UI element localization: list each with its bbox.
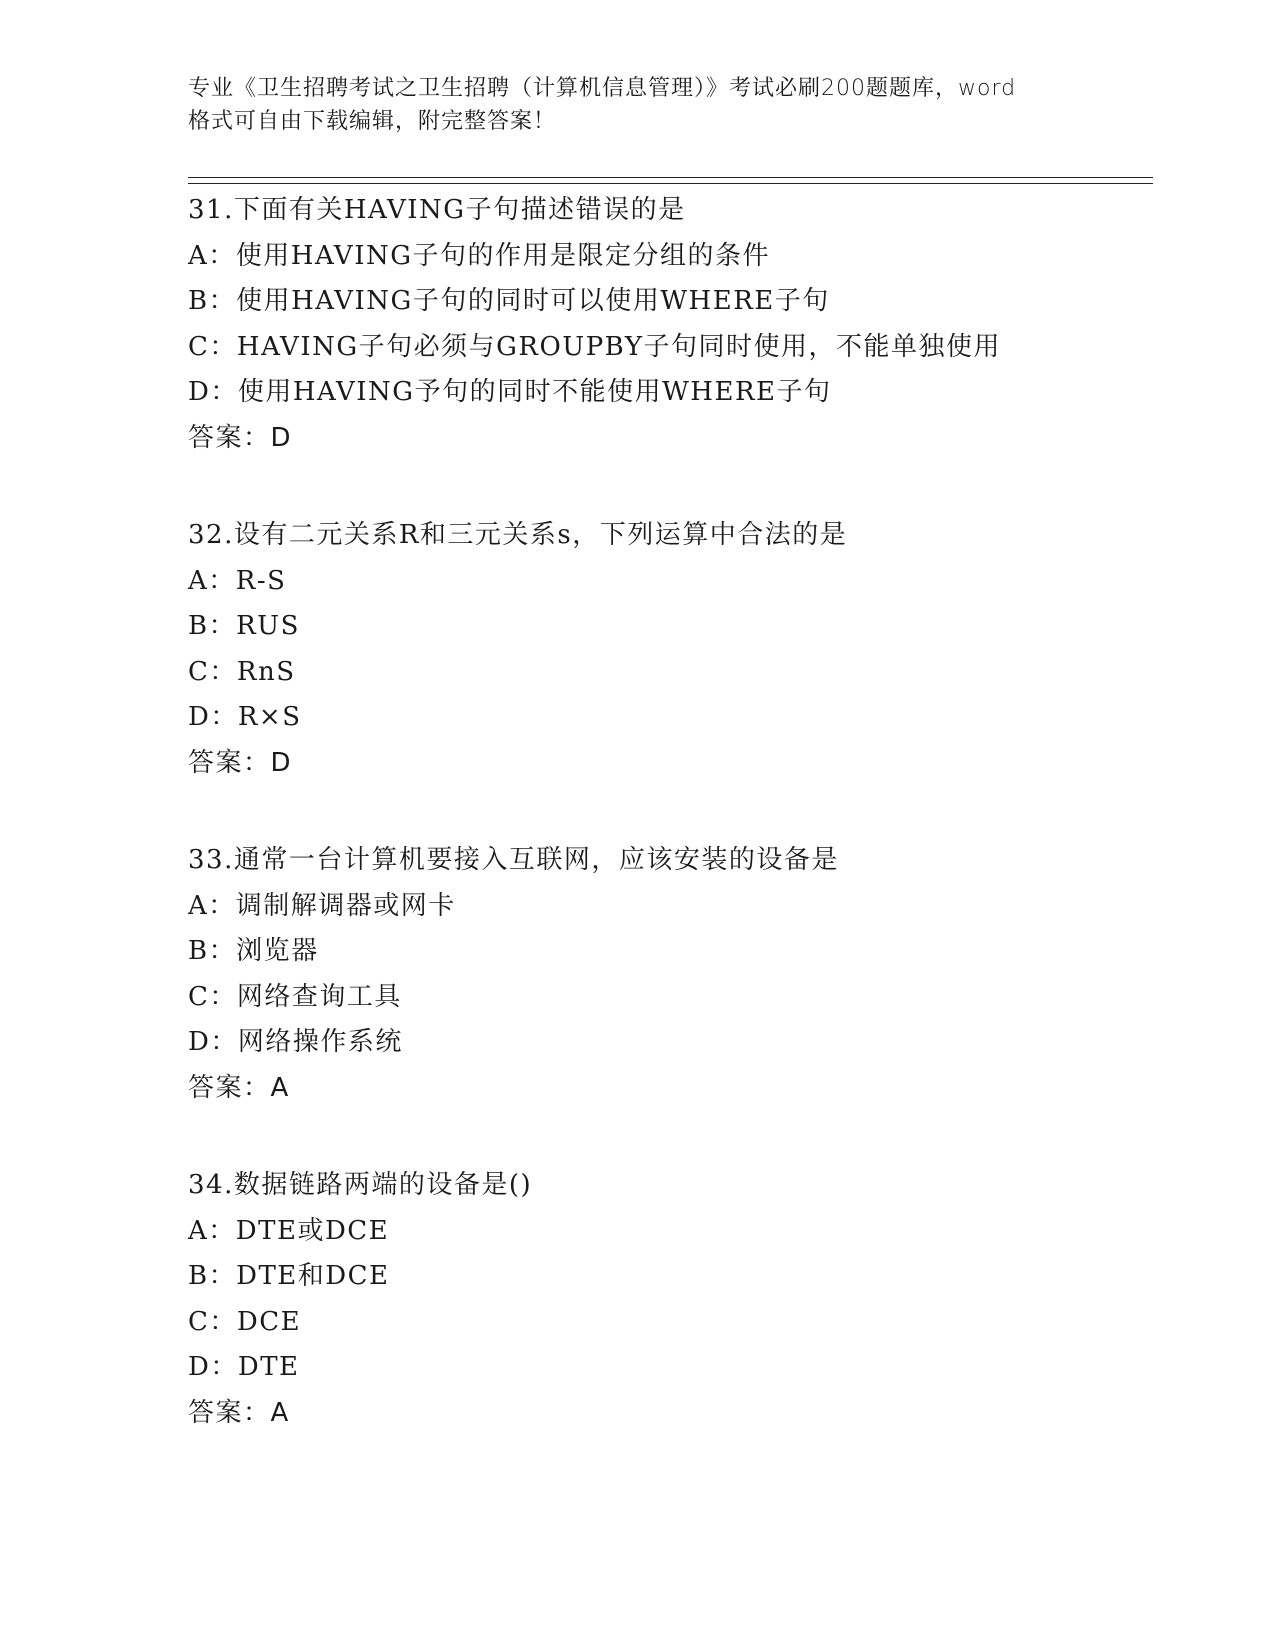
option-d: D：网络操作系统 (188, 1027, 403, 1057)
document-header (188, 72, 1088, 138)
question-title: 32.设有二元关系R和三元关系s，下列运算中合法的是 (188, 520, 848, 550)
header-line-2: 格式可自由下载编辑，附完整答案！ (188, 109, 557, 134)
option-c: C：DCE (188, 1306, 302, 1337)
header-divider-top (188, 177, 1153, 178)
answer: 答案：D (188, 422, 293, 453)
option-a: A：使用HAVING子句的作用是限定分组的条件 (188, 240, 770, 271)
option-d: D：使用HAVING予句的同时不能使用WHERE子句 (188, 377, 832, 407)
header-divider-bottom (188, 183, 1153, 184)
question-title: 33.通常一台计算机要接入互联网，应该安装的设备是 (188, 845, 839, 875)
option-c: C：RnS (188, 656, 296, 687)
option-c: C：网络查询工具 (188, 981, 402, 1012)
option-a: A：调制解调器或网卡 (188, 890, 456, 921)
question-title: 31.下面有关HAVING子句描述错误的是 (188, 195, 686, 225)
option-d: D：DTE (188, 1352, 300, 1382)
option-b: B：RUS (188, 611, 300, 641)
option-a: A：R-S (188, 565, 287, 596)
header-line-1: 专业《卫生招聘考试之卫生招聘（计算机信息管理）》考试必刷200题题库，word (188, 76, 1017, 101)
option-b: B：浏览器 (188, 936, 319, 966)
option-b: B：使用HAVING子句的同时可以使用WHERE子句 (188, 286, 830, 316)
question-33 (188, 838, 1148, 1111)
answer: 答案：A (188, 1397, 290, 1428)
option-d: D：R×S (188, 702, 302, 732)
option-c: C：HAVING子句必须与GROUPBY子句同时使用，不能单独使用 (188, 331, 1001, 362)
question-title: 34.数据链路两端的设备是() (188, 1170, 533, 1200)
option-a: A：DTE或DCE (188, 1215, 390, 1246)
question-34 (188, 1163, 1148, 1436)
answer: 答案：D (188, 747, 293, 778)
answer: 答案：A (188, 1072, 290, 1103)
question-list (188, 188, 1148, 1488)
option-b: B：DTE和DCE (188, 1261, 390, 1291)
question-31 (188, 188, 1148, 461)
question-32 (188, 513, 1148, 786)
